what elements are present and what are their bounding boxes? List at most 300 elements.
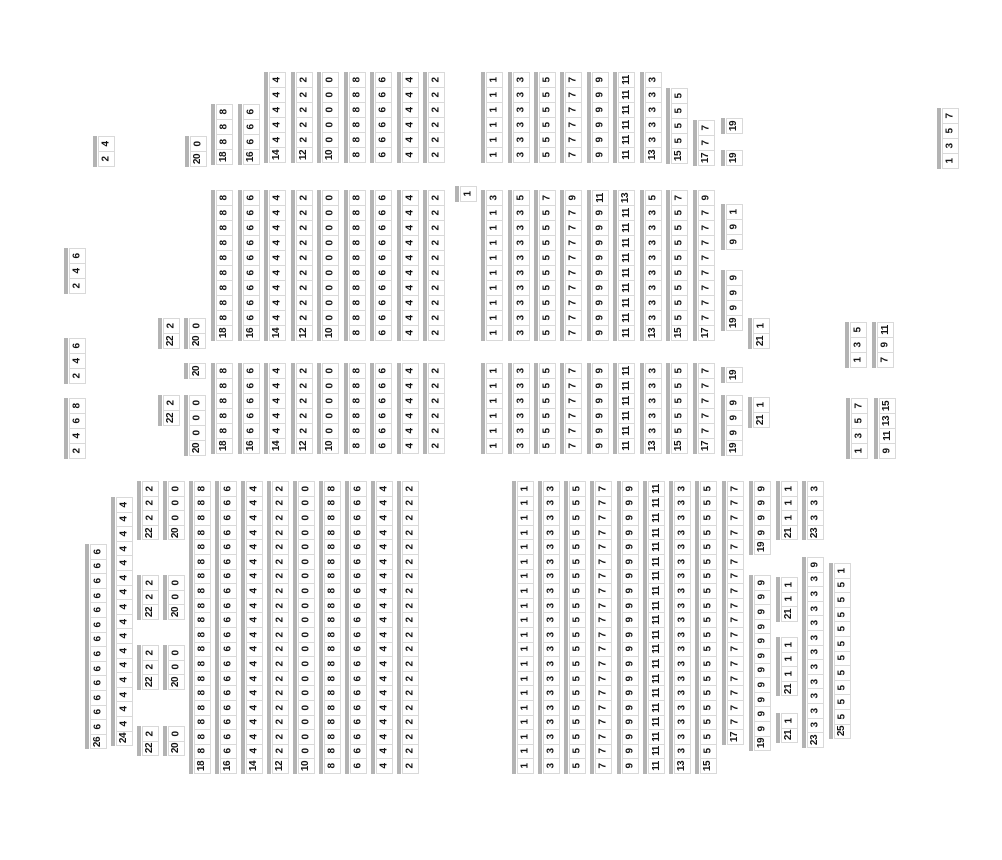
seat-cell[interactable] [622, 583, 639, 599]
seat-cell[interactable] [402, 325, 419, 341]
seat-cell[interactable] [168, 481, 185, 497]
seat-cell[interactable] [879, 413, 896, 429]
seat-cell[interactable] [376, 700, 393, 716]
seat-cell[interactable] [834, 665, 851, 681]
seat-cell[interactable] [942, 138, 959, 154]
seat-cell[interactable] [296, 423, 313, 439]
seat-cell[interactable] [324, 525, 341, 541]
seat-cell[interactable] [618, 438, 635, 454]
seat-cell[interactable] [189, 318, 206, 334]
seat-cell[interactable] [753, 333, 770, 349]
seat-cell[interactable] [324, 496, 341, 512]
seat-cell[interactable] [322, 132, 339, 148]
seat-cell[interactable] [618, 220, 635, 236]
seat-cell[interactable] [539, 205, 556, 221]
seat-cell[interactable] [428, 147, 445, 163]
seat-cell[interactable] [486, 147, 503, 163]
seat-cell[interactable] [216, 310, 233, 326]
seat-cell[interactable] [220, 656, 237, 672]
seat-cell[interactable] [90, 559, 107, 575]
seat-cell[interactable] [592, 265, 609, 281]
seat-cell[interactable] [727, 627, 744, 643]
seat-cell[interactable] [671, 295, 688, 311]
seat-cell[interactable] [727, 525, 744, 541]
seat-cell[interactable] [168, 645, 185, 661]
seat-cell[interactable] [116, 687, 133, 703]
seat-cell[interactable] [698, 363, 715, 379]
seat-cell[interactable] [269, 102, 286, 118]
seat-cell[interactable] [671, 280, 688, 296]
seat-cell[interactable] [543, 510, 560, 526]
seat-cell[interactable] [272, 656, 289, 672]
seat-cell[interactable] [350, 510, 367, 526]
seat-cell[interactable] [645, 393, 662, 409]
seat-cell[interactable] [269, 295, 286, 311]
seat-cell[interactable] [486, 325, 503, 341]
seat-cell[interactable] [877, 352, 894, 368]
seat-cell[interactable] [376, 715, 393, 731]
seat-cell[interactable] [243, 378, 260, 394]
seat-cell[interactable] [216, 423, 233, 439]
seat-cell[interactable] [517, 525, 534, 541]
seat-cell[interactable] [753, 318, 770, 334]
seat-cell[interactable] [565, 117, 582, 133]
seat-cell[interactable] [648, 715, 665, 731]
seat-cell[interactable] [189, 440, 206, 456]
seat-cell[interactable] [350, 554, 367, 570]
seat-cell[interactable] [486, 132, 503, 148]
seat-cell[interactable] [754, 706, 771, 722]
seat-cell[interactable] [565, 87, 582, 103]
seat-cell[interactable] [272, 612, 289, 628]
seat-cell[interactable] [807, 703, 824, 719]
seat-cell[interactable] [517, 758, 534, 774]
seat-cell[interactable] [517, 642, 534, 658]
seat-cell[interactable] [163, 410, 180, 426]
seat-cell[interactable] [726, 425, 743, 441]
seat-cell[interactable] [618, 132, 635, 148]
seat-cell[interactable] [324, 583, 341, 599]
seat-cell[interactable] [298, 554, 315, 570]
seat-cell[interactable] [543, 671, 560, 687]
seat-cell[interactable] [569, 642, 586, 658]
seat-cell[interactable] [565, 295, 582, 311]
seat-cell[interactable] [246, 715, 263, 731]
seat-cell[interactable] [220, 642, 237, 658]
seat-cell[interactable] [698, 265, 715, 281]
seat-cell[interactable] [194, 685, 211, 701]
seat-cell[interactable] [246, 496, 263, 512]
seat-cell[interactable] [376, 569, 393, 585]
seat-cell[interactable] [517, 656, 534, 672]
seat-cell[interactable] [700, 598, 717, 614]
seat-cell[interactable] [428, 190, 445, 206]
seat-cell[interactable] [428, 363, 445, 379]
seat-cell[interactable] [220, 729, 237, 745]
seat-cell[interactable] [322, 295, 339, 311]
seat-cell[interactable] [428, 408, 445, 424]
seat-cell[interactable] [376, 496, 393, 512]
seat-cell[interactable] [648, 627, 665, 643]
seat-cell[interactable] [269, 363, 286, 379]
seat-cell[interactable] [402, 205, 419, 221]
seat-cell[interactable] [807, 572, 824, 588]
seat-cell[interactable] [428, 393, 445, 409]
seat-cell[interactable] [298, 642, 315, 658]
seat-cell[interactable] [539, 310, 556, 326]
seat-cell[interactable] [648, 496, 665, 512]
seat-cell[interactable] [674, 656, 691, 672]
seat-cell[interactable] [349, 325, 366, 341]
seat-cell[interactable] [246, 598, 263, 614]
seat-cell[interactable] [349, 378, 366, 394]
seat-cell[interactable] [350, 583, 367, 599]
seat-cell[interactable] [513, 265, 530, 281]
seat-cell[interactable] [402, 539, 419, 555]
seat-cell[interactable] [324, 642, 341, 658]
seat-cell[interactable] [350, 700, 367, 716]
seat-cell[interactable] [350, 612, 367, 628]
seat-cell[interactable] [754, 525, 771, 541]
seat-cell[interactable] [565, 250, 582, 266]
seat-cell[interactable] [272, 583, 289, 599]
seat-cell[interactable] [781, 666, 798, 682]
seat-cell[interactable] [402, 132, 419, 148]
seat-cell[interactable] [595, 510, 612, 526]
seat-cell[interactable] [269, 393, 286, 409]
seat-cell[interactable] [194, 598, 211, 614]
seat-cell[interactable] [834, 636, 851, 652]
seat-cell[interactable] [322, 250, 339, 266]
seat-cell[interactable] [645, 235, 662, 251]
seat-cell[interactable] [648, 656, 665, 672]
seat-cell[interactable] [324, 758, 341, 774]
seat-cell[interactable] [460, 186, 477, 202]
seat-cell[interactable] [402, 393, 419, 409]
seat-cell[interactable] [700, 656, 717, 672]
seat-cell[interactable] [942, 153, 959, 169]
seat-cell[interactable] [322, 265, 339, 281]
seat-cell[interactable] [517, 481, 534, 497]
seat-cell[interactable] [116, 672, 133, 688]
seat-cell[interactable] [879, 443, 896, 459]
seat-cell[interactable] [592, 378, 609, 394]
seat-cell[interactable] [565, 147, 582, 163]
seat-cell[interactable] [376, 758, 393, 774]
seat-cell[interactable] [622, 598, 639, 614]
seat-cell[interactable] [595, 685, 612, 701]
seat-cell[interactable] [595, 612, 612, 628]
seat-cell[interactable] [648, 671, 665, 687]
seat-cell[interactable] [298, 729, 315, 745]
seat-cell[interactable] [375, 102, 392, 118]
seat-cell[interactable] [592, 393, 609, 409]
seat-cell[interactable] [243, 325, 260, 341]
seat-cell[interactable] [90, 719, 107, 735]
seat-cell[interactable] [648, 539, 665, 555]
seat-cell[interactable] [428, 102, 445, 118]
seat-cell[interactable] [163, 333, 180, 349]
seat-cell[interactable] [595, 583, 612, 599]
seat-cell[interactable] [376, 685, 393, 701]
seat-cell[interactable] [517, 744, 534, 760]
seat-cell[interactable] [376, 744, 393, 760]
seat-cell[interactable] [296, 310, 313, 326]
seat-cell[interactable] [622, 554, 639, 570]
seat-cell[interactable] [698, 325, 715, 341]
seat-cell[interactable] [324, 700, 341, 716]
seat-cell[interactable] [595, 715, 612, 731]
seat-cell[interactable] [194, 539, 211, 555]
seat-cell[interactable] [324, 685, 341, 701]
seat-cell[interactable] [517, 539, 534, 555]
seat-cell[interactable] [622, 758, 639, 774]
seat-cell[interactable] [216, 393, 233, 409]
seat-cell[interactable] [349, 235, 366, 251]
seat-cell[interactable] [90, 573, 107, 589]
seat-cell[interactable] [726, 234, 743, 250]
seat-cell[interactable] [296, 132, 313, 148]
seat-cell[interactable] [322, 423, 339, 439]
seat-cell[interactable] [90, 705, 107, 721]
seat-cell[interactable] [622, 744, 639, 760]
seat-cell[interactable] [698, 205, 715, 221]
seat-cell[interactable] [402, 700, 419, 716]
seat-cell[interactable] [513, 235, 530, 251]
seat-cell[interactable] [194, 627, 211, 643]
seat-cell[interactable] [592, 408, 609, 424]
seat-cell[interactable] [698, 423, 715, 439]
seat-cell[interactable] [376, 729, 393, 745]
seat-cell[interactable] [142, 575, 159, 591]
seat-cell[interactable] [116, 570, 133, 586]
seat-cell[interactable] [69, 428, 86, 444]
seat-cell[interactable] [324, 598, 341, 614]
seat-cell[interactable] [569, 539, 586, 555]
seat-cell[interactable] [671, 378, 688, 394]
seat-cell[interactable] [272, 496, 289, 512]
seat-cell[interactable] [645, 378, 662, 394]
seat-cell[interactable] [543, 569, 560, 585]
seat-cell[interactable] [645, 132, 662, 148]
seat-cell[interactable] [622, 496, 639, 512]
seat-cell[interactable] [402, 496, 419, 512]
seat-cell[interactable] [754, 481, 771, 497]
seat-cell[interactable] [375, 378, 392, 394]
seat-cell[interactable] [569, 612, 586, 628]
seat-cell[interactable] [220, 758, 237, 774]
seat-cell[interactable] [486, 438, 503, 454]
seat-cell[interactable] [402, 612, 419, 628]
seat-cell[interactable] [834, 621, 851, 637]
seat-cell[interactable] [648, 598, 665, 614]
seat-cell[interactable] [674, 627, 691, 643]
seat-cell[interactable] [648, 554, 665, 570]
seat-cell[interactable] [322, 220, 339, 236]
seat-cell[interactable] [296, 87, 313, 103]
seat-cell[interactable] [220, 496, 237, 512]
seat-cell[interactable] [269, 423, 286, 439]
seat-cell[interactable] [592, 190, 609, 206]
seat-cell[interactable] [189, 425, 206, 441]
seat-cell[interactable] [350, 539, 367, 555]
seat-cell[interactable] [726, 118, 743, 134]
seat-cell[interactable] [877, 337, 894, 353]
seat-cell[interactable] [216, 250, 233, 266]
seat-cell[interactable] [850, 337, 867, 353]
seat-cell[interactable] [220, 598, 237, 614]
seat-cell[interactable] [569, 671, 586, 687]
seat-cell[interactable] [700, 569, 717, 585]
seat-cell[interactable] [807, 557, 824, 573]
seat-cell[interactable] [645, 205, 662, 221]
seat-cell[interactable] [671, 88, 688, 104]
seat-cell[interactable] [322, 72, 339, 88]
seat-cell[interactable] [539, 378, 556, 394]
seat-cell[interactable] [216, 295, 233, 311]
seat-cell[interactable] [220, 554, 237, 570]
seat-cell[interactable] [142, 510, 159, 526]
seat-cell[interactable] [674, 612, 691, 628]
seat-cell[interactable] [595, 598, 612, 614]
seat-cell[interactable] [90, 675, 107, 691]
seat-cell[interactable] [569, 627, 586, 643]
seat-cell[interactable] [298, 715, 315, 731]
seat-cell[interactable] [807, 688, 824, 704]
seat-cell[interactable] [727, 539, 744, 555]
seat-cell[interactable] [243, 438, 260, 454]
seat-cell[interactable] [324, 481, 341, 497]
seat-cell[interactable] [517, 715, 534, 731]
seat-cell[interactable] [98, 151, 115, 167]
seat-cell[interactable] [350, 598, 367, 614]
seat-cell[interactable] [539, 235, 556, 251]
seat-cell[interactable] [671, 393, 688, 409]
seat-cell[interactable] [243, 250, 260, 266]
seat-cell[interactable] [168, 604, 185, 620]
seat-cell[interactable] [539, 72, 556, 88]
seat-cell[interactable] [754, 496, 771, 512]
seat-cell[interactable] [272, 598, 289, 614]
seat-cell[interactable] [375, 147, 392, 163]
seat-cell[interactable] [595, 758, 612, 774]
seat-cell[interactable] [69, 443, 86, 459]
seat-cell[interactable] [565, 393, 582, 409]
seat-cell[interactable] [194, 510, 211, 526]
seat-cell[interactable] [90, 690, 107, 706]
seat-cell[interactable] [486, 102, 503, 118]
seat-cell[interactable] [569, 496, 586, 512]
seat-cell[interactable] [402, 250, 419, 266]
seat-cell[interactable] [322, 408, 339, 424]
seat-cell[interactable] [850, 322, 867, 338]
seat-cell[interactable] [645, 72, 662, 88]
seat-cell[interactable] [402, 117, 419, 133]
seat-cell[interactable] [543, 715, 560, 731]
seat-cell[interactable] [877, 322, 894, 338]
seat-cell[interactable] [243, 363, 260, 379]
seat-cell[interactable] [322, 325, 339, 341]
seat-cell[interactable] [543, 656, 560, 672]
seat-cell[interactable] [592, 280, 609, 296]
seat-cell[interactable] [243, 235, 260, 251]
seat-cell[interactable] [272, 525, 289, 541]
seat-cell[interactable] [569, 583, 586, 599]
seat-cell[interactable] [298, 627, 315, 643]
seat-cell[interactable] [592, 325, 609, 341]
seat-cell[interactable] [648, 569, 665, 585]
seat-cell[interactable] [569, 569, 586, 585]
seat-cell[interactable] [486, 295, 503, 311]
seat-cell[interactable] [671, 363, 688, 379]
seat-cell[interactable] [698, 310, 715, 326]
seat-cell[interactable] [618, 310, 635, 326]
seat-cell[interactable] [272, 539, 289, 555]
seat-cell[interactable] [565, 363, 582, 379]
seat-cell[interactable] [834, 578, 851, 594]
seat-cell[interactable] [168, 590, 185, 606]
seat-cell[interactable] [726, 410, 743, 426]
seat-cell[interactable] [517, 598, 534, 614]
seat-cell[interactable] [834, 724, 851, 740]
seat-cell[interactable] [513, 295, 530, 311]
seat-cell[interactable] [618, 423, 635, 439]
seat-cell[interactable] [269, 190, 286, 206]
seat-cell[interactable] [376, 481, 393, 497]
seat-cell[interactable] [671, 265, 688, 281]
seat-cell[interactable] [645, 220, 662, 236]
seat-cell[interactable] [648, 583, 665, 599]
seat-cell[interactable] [674, 496, 691, 512]
seat-cell[interactable] [727, 729, 744, 745]
seat-cell[interactable] [324, 539, 341, 555]
seat-cell[interactable] [648, 481, 665, 497]
seat-cell[interactable] [618, 102, 635, 118]
seat-cell[interactable] [428, 378, 445, 394]
seat-cell[interactable] [298, 525, 315, 541]
seat-cell[interactable] [645, 265, 662, 281]
seat-cell[interactable] [428, 87, 445, 103]
seat-cell[interactable] [269, 250, 286, 266]
seat-cell[interactable] [486, 408, 503, 424]
seat-cell[interactable] [116, 526, 133, 542]
seat-cell[interactable] [700, 583, 717, 599]
seat-cell[interactable] [700, 685, 717, 701]
seat-cell[interactable] [298, 758, 315, 774]
seat-cell[interactable] [243, 408, 260, 424]
seat-cell[interactable] [727, 583, 744, 599]
seat-cell[interactable] [807, 630, 824, 646]
seat-cell[interactable] [189, 410, 206, 426]
seat-cell[interactable] [190, 136, 207, 152]
seat-cell[interactable] [246, 671, 263, 687]
seat-cell[interactable] [324, 554, 341, 570]
seat-cell[interactable] [298, 656, 315, 672]
seat-cell[interactable] [486, 205, 503, 221]
seat-cell[interactable] [674, 685, 691, 701]
seat-cell[interactable] [243, 220, 260, 236]
seat-cell[interactable] [513, 280, 530, 296]
seat-cell[interactable] [272, 758, 289, 774]
seat-cell[interactable] [671, 438, 688, 454]
seat-cell[interactable] [671, 250, 688, 266]
seat-cell[interactable] [622, 627, 639, 643]
seat-cell[interactable] [595, 539, 612, 555]
seat-cell[interactable] [671, 103, 688, 119]
seat-cell[interactable] [543, 525, 560, 541]
seat-cell[interactable] [402, 438, 419, 454]
seat-cell[interactable] [592, 147, 609, 163]
